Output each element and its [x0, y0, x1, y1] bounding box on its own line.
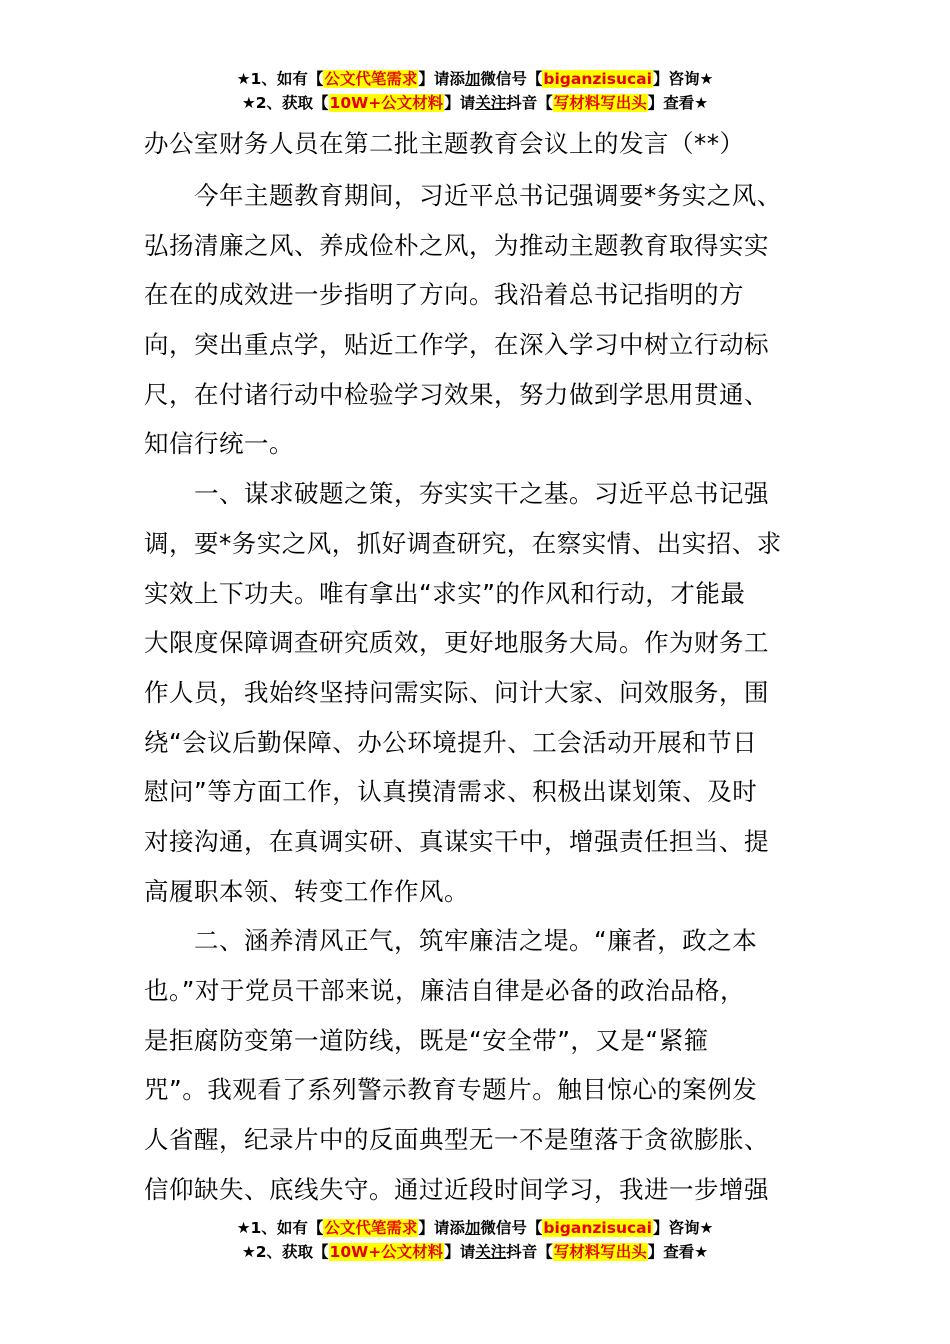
text-line: 调，要*务实之风，抓好调查研究，在察实情、出实招、求: [144, 528, 782, 558]
text-line: 实效上下功夫。唯有拿出“求实”的作风和行动，才能最: [144, 578, 746, 608]
text-line: 人省醒，纪录片中的反面典型无一不是堕落于贪欲膨胀、: [144, 1125, 769, 1155]
footer-banner: [0, 1216, 950, 1264]
text-line: 对接沟通，在真调实研、真谋实干中，增强责任担当、提: [144, 826, 769, 856]
document-body: [144, 124, 808, 1214]
text-line: 作人员，我始终坚持问需实际、问计大家、问效服务，围: [144, 677, 769, 707]
banner-line-1: ★1、如有【公文代笔需求】请添加微信号【biganzisucai】咨询★: [236, 70, 714, 88]
text-line: 咒”。我观看了系列警示教育专题片。触目惊心的案例发: [144, 1075, 758, 1105]
paragraph-intro: [144, 171, 808, 469]
banner-line-1: ★1、如有【公文代笔需求】请添加微信号【biganzisucai】咨询★: [236, 1219, 714, 1237]
highlight-douyin-account: 写材料写出头: [553, 94, 647, 112]
text-line: 信仰缺失、底线失守。通过近段时间学习，我进一步增强: [144, 1174, 769, 1204]
text-line: 在在的成效进一步指明了方向。我沿着总书记指明的方: [144, 280, 744, 310]
paragraph-section-one: [144, 469, 808, 916]
highlight-service: 公文代笔需求: [324, 1219, 418, 1237]
highlight-service: 公文代笔需求: [324, 70, 418, 88]
text-line: 尺，在付诸行动中检验学习效果，努力做到学思用贯通、: [144, 379, 769, 409]
highlight-materials: 10W+公文材料: [329, 1243, 444, 1261]
text-line: 今年主题教育期间，习近平总书记强调要*务实之风、: [194, 181, 782, 210]
highlight-wechat-id: biganzisucai: [543, 1219, 652, 1237]
text-line: 也。”对于党员干部来说，廉洁自律是必备的政治品格，: [144, 976, 745, 1005]
highlight-douyin-account: 写材料写出头: [553, 1243, 647, 1261]
banner-line-2: ★2、获取【10W+公文材料】请关注抖音【写材料写出头】查看★: [241, 94, 709, 112]
text-line: 向，突出重点学，贴近工作学，在深入学习中树立行动标: [144, 330, 769, 360]
text-line: 高履职本领、转变工作作风。: [144, 876, 469, 906]
document-title: 办公室财务人员在第二批主题教育会议上的发言（**）: [144, 129, 745, 158]
text-line: 慰问”等方面工作，认真摸清需求、积极出谋划策、及时: [144, 777, 758, 807]
text-line: 大限度保障调查研究质效，更好地服务大局。作为财务工: [144, 628, 769, 658]
paragraph-section-two: [144, 916, 808, 1214]
text-line: 绕“会议后勤保障、办公环境提升、工会活动开展和节日: [144, 727, 758, 757]
text-line: 是拒腐防变第一道防线，既是“安全带”，又是“紧箍: [144, 1025, 709, 1055]
text-line: 一、谋求破题之策，夯实实干之基。习近平总书记强: [194, 479, 769, 509]
text-line: 二、涵养清风正气，筑牢廉洁之堤。“廉者，政之本: [194, 926, 758, 956]
header-banner: [0, 67, 950, 115]
banner-line-2: ★2、获取【10W+公文材料】请关注抖音【写材料写出头】查看★: [241, 1243, 709, 1261]
text-line: 知信行统一。: [144, 429, 294, 459]
highlight-materials: 10W+公文材料: [329, 94, 444, 112]
text-line: 弘扬清廉之风、养成俭朴之风，为推动主题教育取得实实: [144, 230, 769, 260]
highlight-wechat-id: biganzisucai: [543, 70, 652, 88]
